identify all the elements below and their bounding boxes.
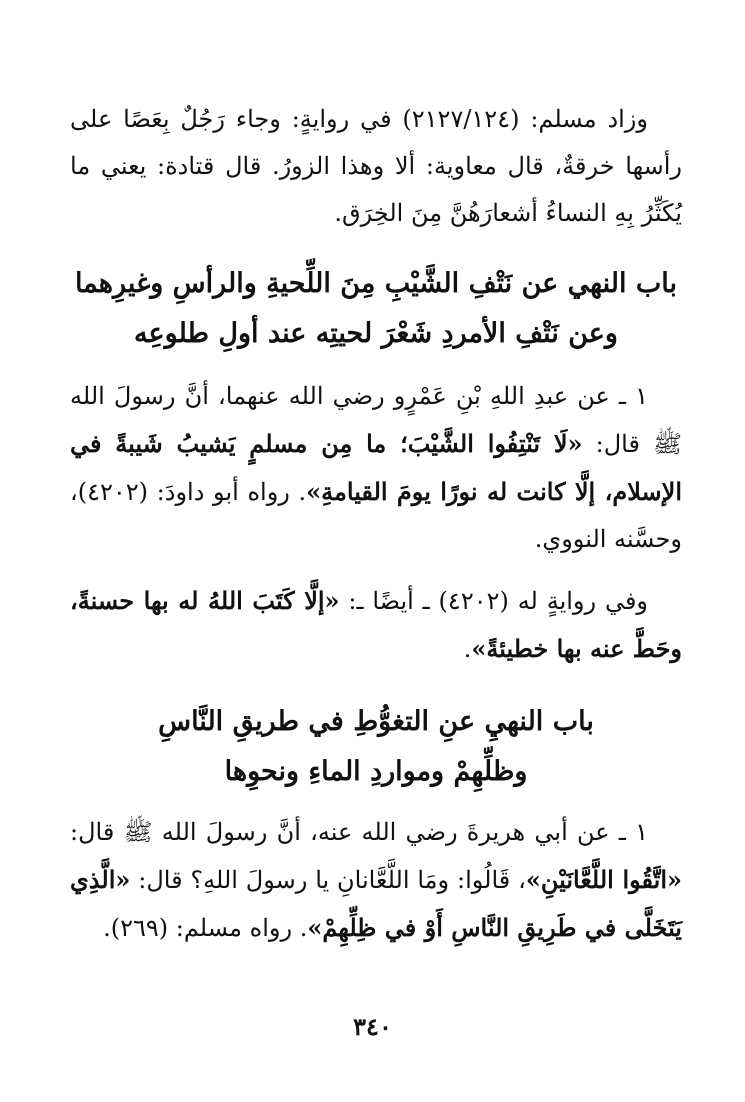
hadith-1-source: . رواه أبو داودَ: (٤٢٠٢)، وحسَّنه النووي. [70, 478, 682, 553]
intro-text: وزاد مسلم: (٢١٢٧/١٢٤) في روايةٍ: وجاء رَجُلٌ بِعَصًا على رأسها خرقةٌ، قال معاوية: ألا وهذا الزورُ. قال قتادة: يعني ما يُكَثِّرُ بِهِ النساءُ أشعارَهُنَّ مِنَ الخِرَق. [70, 105, 682, 227]
hadith-1-riwaya-intro: وفي روايةٍ له (٤٢٠٢) ـ أيضًا ـ: [339, 587, 649, 615]
hadith-1-number: ١ ـ [609, 382, 648, 410]
chapter-heading-1 [70, 259, 682, 359]
hadith-1-paragraph [70, 373, 682, 563]
hadith-2-middle: ، قَالُوا: ومَا اللَّعَّانانِ يا رسولَ اللهِ؟ قال: [130, 866, 526, 894]
page-number: ٣٤٠ [353, 1012, 392, 1041]
hadith-2-source: . رواه مسلم: (٢٦٩). [103, 914, 308, 942]
chapter-heading-1-line-2: وعن نَتْفِ الأمردِ شَعْرَ لحيتِه عند أولِ طلوعِه [134, 318, 618, 349]
chapter-heading-2-line-1: باب النهيِ عنِ التغوُّطِ في طريقِ النَّاسِ [158, 706, 594, 737]
chapter-heading-2 [70, 697, 682, 797]
hadith-1-riwaya-paragraph [70, 577, 682, 673]
page-content [70, 96, 682, 952]
chapter-heading-2-line-2: وظلِّهِمْ ومواردِ الماءِ ونحوِها [224, 756, 528, 787]
hadith-2-quote-2: «الَّذِي يَتَخَلَّى في طَرِيقِ النَّاسِ أَوْ في ظِلِّهِمْ» [70, 865, 682, 942]
hadith-1-riwaya-quote: «إلَّا كَتَبَ اللهُ له بها حسنةً، وحَطَّ عنه بها خطيئةً» [70, 586, 682, 663]
hadith-1-riwaya-end: . [463, 635, 472, 663]
hadith-1-narration: عن عبدِ اللهِ بْنِ عَمْرٍو رضي الله عنهما، أنَّ رسولَ الله ﷺ قال: [70, 382, 682, 458]
hadith-2-paragraph [70, 809, 682, 952]
hadith-2-quote-1: «اتَّقُوا اللَّعَّانَيْنِ» [525, 865, 682, 894]
chapter-heading-1-line-1: باب النهي عن نَتْفِ الشَّيْبِ مِنَ اللِّحيةِ والرأسِ وغيرِهما [74, 268, 678, 299]
intro-paragraph [70, 96, 682, 237]
hadith-2-narration: عن أبي هريرةَ رضي الله عنه، أنَّ رسولَ الله ﷺ قال: [70, 818, 610, 846]
hadith-1-quote: «لَا تَنْتِفُوا الشَّيْبَ؛ ما مِن مسلمٍ يَشيبُ شَيبةً في الإسلام، إلَّا كانت له نورًا يومَ القيامةِ» [70, 429, 682, 506]
hadith-2-number: ١ ـ [609, 818, 648, 846]
